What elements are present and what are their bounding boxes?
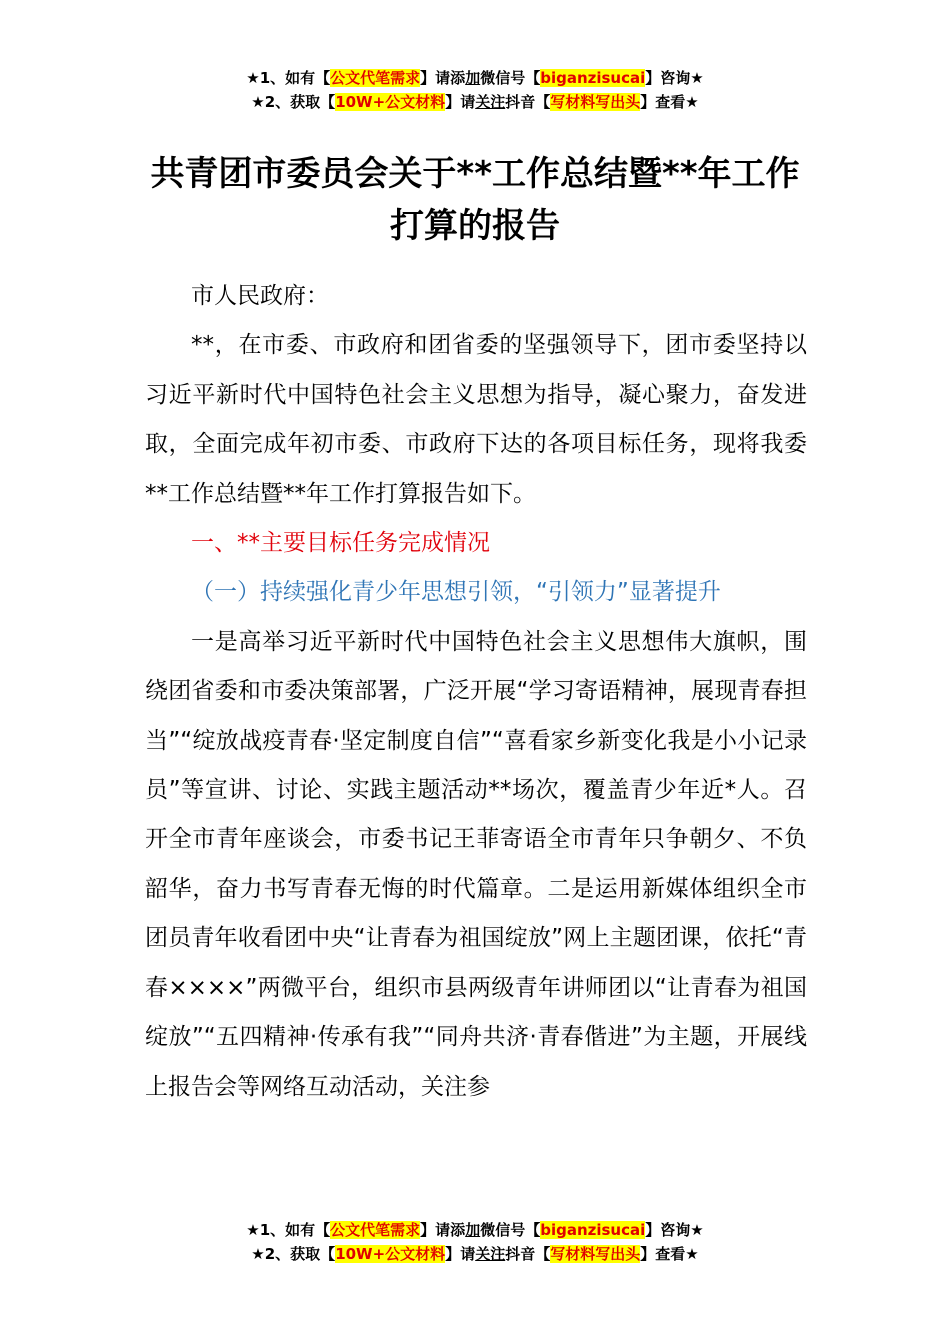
- banner-text: 】请: [445, 93, 476, 111]
- banner-line-1: [0, 66, 950, 90]
- banner-highlight: 写材料写出头: [550, 1245, 641, 1263]
- banner-text: 】请添: [420, 69, 466, 87]
- banner-text: 】查看★: [640, 1245, 699, 1263]
- banner-line-2: [0, 1242, 950, 1266]
- banner-text: 抖音【: [505, 93, 551, 111]
- banner-underlined: 关注: [475, 93, 506, 111]
- banner-text: 】请添: [420, 1221, 466, 1239]
- banner-highlight: 10W+公文材料: [335, 1245, 446, 1263]
- document-body: [145, 272, 807, 1112]
- banner-text: ★2、获取【: [251, 1245, 336, 1263]
- banner-highlight: 写材料写出头: [550, 93, 641, 111]
- banner-text: ★1、如有【: [246, 69, 331, 87]
- banner-highlight: biganzisucai: [540, 69, 646, 87]
- banner-text: ★2、获取【: [251, 93, 336, 111]
- banner-text: 】请: [445, 1245, 476, 1263]
- banner-text: 】咨询★: [645, 1221, 704, 1239]
- banner-underlined: 关注: [475, 1245, 506, 1263]
- document-title: 共青团市委员会关于**工作总结暨**年工作打算的报告: [150, 154, 800, 246]
- section-heading-1: 一、**主要目标任务完成情况: [191, 530, 490, 557]
- banner-text: 】查看★: [640, 93, 699, 111]
- banner-underlined: 加: [465, 69, 481, 87]
- intro-paragraph: **，在市委、市政府和团省委的坚强领导下，团市委坚持以习近平新时代中国特色社会主义思想为指导，凝心聚力，奋发进取，全面完成年初市委、市政府下达的各项目标任务，现将我委**工作总结暨**年工作打算报告如下。: [145, 332, 807, 507]
- banner-text: ★1、如有【: [246, 1221, 331, 1239]
- banner-line-2: [0, 90, 950, 114]
- banner-text: 微信号【: [480, 1221, 541, 1239]
- banner-highlight: 公文代笔需求: [330, 69, 421, 87]
- banner-text: 微信号【: [480, 69, 541, 87]
- banner-highlight: 公文代笔需求: [330, 1221, 421, 1239]
- banner-underlined: 加: [465, 1221, 481, 1239]
- bottom-banner: [0, 1218, 950, 1266]
- section-heading-2: （一）持续强化青少年思想引领，“引领力”显著提升: [191, 579, 721, 606]
- top-banner: [0, 66, 950, 114]
- banner-line-1: [0, 1218, 950, 1242]
- banner-text: 抖音【: [505, 1245, 551, 1263]
- body-paragraph: 一是高举习近平新时代中国特色社会主义思想伟大旗帜，围绕团省委和市委决策部署，广泛开展“学习寄语精神，展现青春担当”“绽放战疫青春·坚定制度自信”“喜看家乡新变化我是小小记录员”等宣讲、讨论、实践主题活动**场次，覆盖青少年近*人。召开全市青年座谈会，市委书记王菲寄语全市青年只争朝夕、不负韶华，奋力书写青春无悔的时代篇章。二是运用新媒体组织全市团员青年收看团中央“让青春为祖国绽放”网上主题团课，依托“青春××××”两微平台，组织市县两级青年讲师团以“让青春为祖国绽放”“五四精神·传承有我”“同舟共济·青春偕进”为主题，开展线上报告会等网络互动活动，关注参: [145, 628, 807, 1100]
- banner-text: 】咨询★: [645, 69, 704, 87]
- banner-highlight: biganzisucai: [540, 1221, 646, 1239]
- banner-highlight: 10W+公文材料: [335, 93, 446, 111]
- salutation: 市人民政府：: [191, 283, 329, 309]
